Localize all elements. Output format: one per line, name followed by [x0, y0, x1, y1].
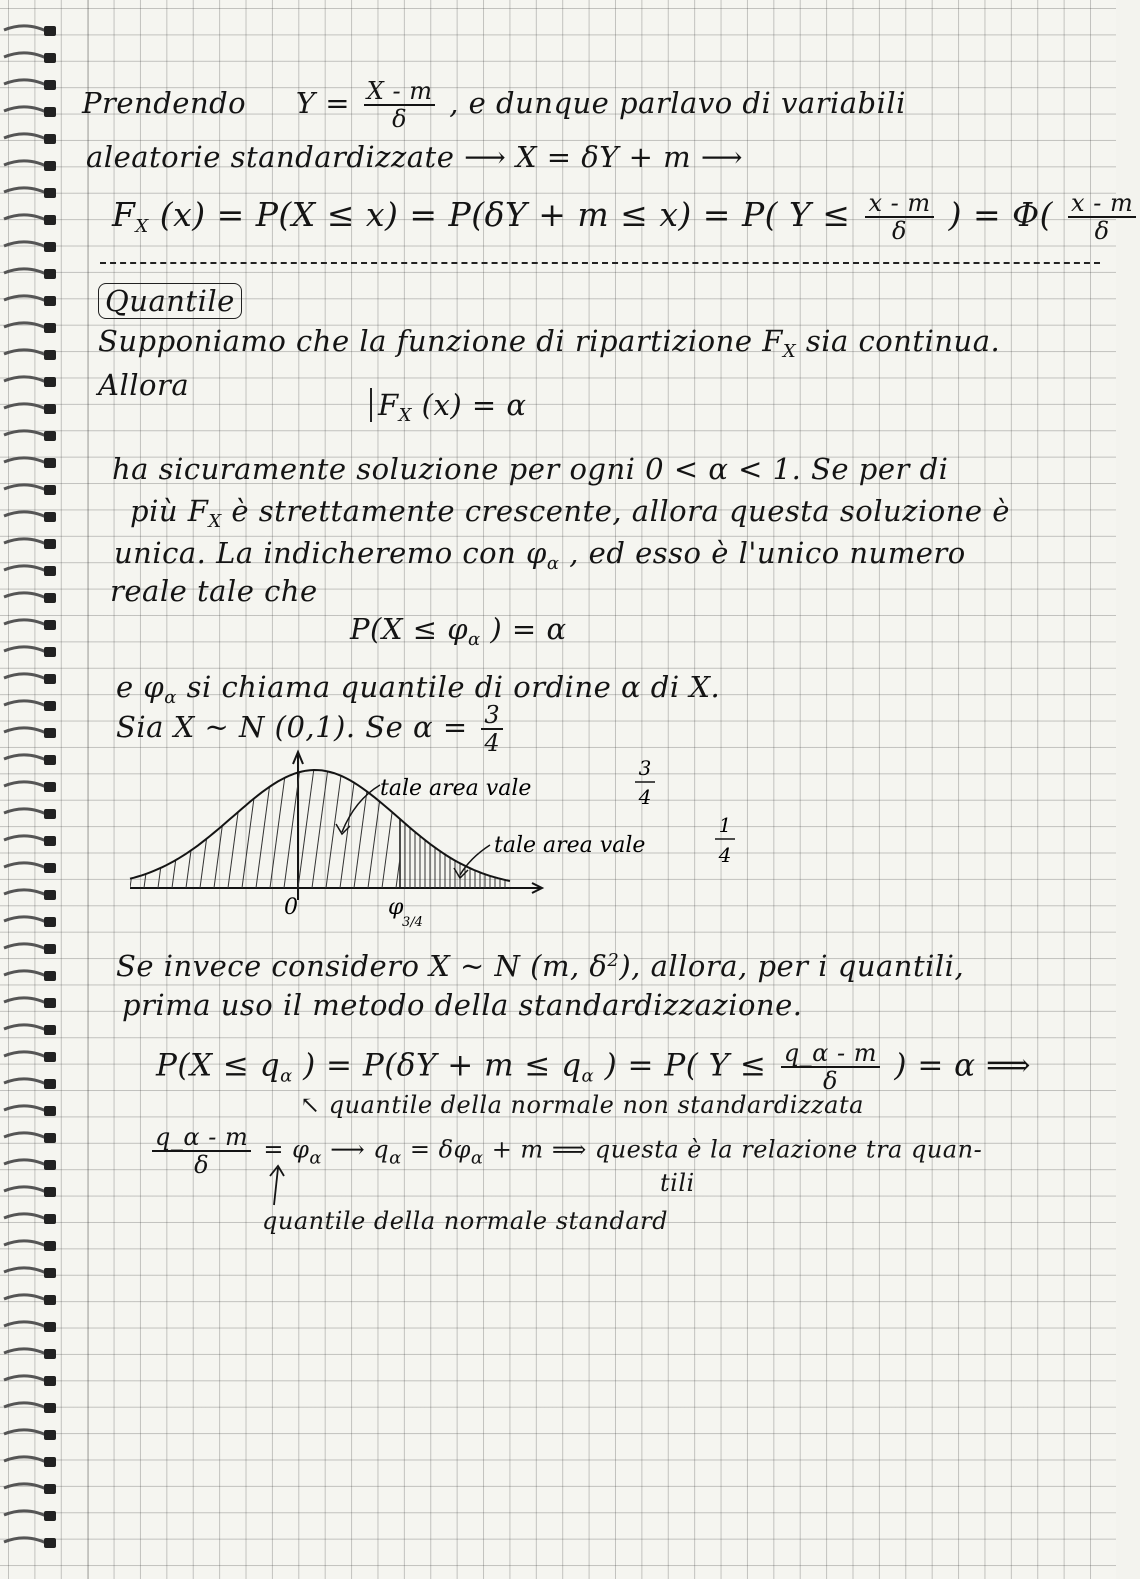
spiral-hole — [44, 1322, 56, 1332]
spiral-hole — [44, 512, 56, 522]
spiral-hole — [44, 1295, 56, 1305]
spiral-hole — [44, 485, 56, 495]
text: Sia X ~ N (0,1). Se α = — [116, 710, 468, 744]
spiral-hole — [44, 431, 56, 441]
label-area-right-num: 1 — [718, 813, 732, 837]
text: Supponiamo che la funzione di ripartizione F — [98, 324, 783, 358]
text-line-17 — [300, 1088, 864, 1122]
spiral-hole — [44, 1511, 56, 1521]
spiral-hole — [44, 377, 56, 387]
spiral-hole — [44, 1187, 56, 1197]
spiral-binding — [0, 0, 90, 1579]
spiral-hole — [44, 863, 56, 873]
spiral-hole — [44, 647, 56, 657]
spiral-hole — [44, 917, 56, 927]
superscript: 2 — [607, 950, 620, 971]
text-line-11 — [350, 612, 567, 657]
spiral-hole — [44, 1160, 56, 1170]
spiral-hole — [44, 1403, 56, 1413]
spiral-hole — [44, 890, 56, 900]
text: F — [112, 195, 136, 234]
quantile-label: φ — [388, 895, 404, 920]
fraction — [364, 78, 436, 132]
numerator: X - m — [364, 78, 436, 106]
text-line-6 — [370, 388, 526, 433]
hatch-line — [130, 768, 146, 888]
text-line-3 — [112, 190, 1140, 244]
spiral-hole — [44, 1376, 56, 1386]
text: ) = Φ( — [948, 195, 1054, 234]
spiral-hole — [44, 404, 56, 414]
numerator: x - m — [1068, 190, 1136, 218]
hatch-line — [228, 768, 244, 888]
text-line-19 — [660, 1166, 695, 1200]
text: ) = P( Y ≤ — [604, 1047, 767, 1084]
spiral-hole — [44, 701, 56, 711]
denominator: δ — [194, 1151, 210, 1179]
denominator: δ — [892, 217, 907, 245]
spiral-hole — [44, 1106, 56, 1116]
text: ) = α — [490, 612, 567, 646]
text: + m ⟹ questa è la relazione tra quan- — [491, 1135, 983, 1164]
text-line-16 — [156, 1040, 1031, 1094]
spiral-hole — [44, 944, 56, 954]
hatch-line — [214, 768, 230, 888]
fraction — [152, 1124, 251, 1178]
spiral-hole — [44, 1430, 56, 1440]
denominator: δ — [822, 1067, 838, 1095]
text: P(X ≤ φ — [350, 612, 469, 646]
label-area-left-num: 3 — [638, 756, 652, 780]
subscript: X — [782, 341, 797, 362]
spiral-hole — [44, 755, 56, 765]
text: ↖ quantile della normale non standardizzata — [300, 1091, 864, 1119]
spiral-hole — [44, 674, 56, 684]
hatch-line — [186, 768, 202, 888]
text: sia continua. — [805, 324, 1001, 358]
spiral-hole — [44, 539, 56, 549]
denominator: δ — [392, 105, 408, 133]
hatch-line — [158, 768, 174, 888]
label-area-right: tale area vale — [494, 833, 646, 858]
text-line-20 — [262, 1204, 668, 1238]
hatch-line — [200, 768, 216, 888]
numerator: x - m — [865, 190, 933, 218]
text: Prendendo — [82, 86, 247, 120]
spiral-hole — [44, 161, 56, 171]
spiral-hole — [44, 998, 56, 1008]
spiral-hole — [44, 323, 56, 333]
spiral-hole — [44, 1349, 56, 1359]
text: Allora — [98, 368, 190, 402]
margin-line — [88, 0, 89, 1579]
text-line-10 — [110, 574, 318, 608]
text: quantile della normale standard — [262, 1207, 668, 1235]
text: aleatorie standardizzate ⟶ X = δY + m ⟶ — [86, 140, 743, 174]
text: ) = P(δY + m ≤ q — [303, 1047, 582, 1084]
text: più F — [130, 494, 209, 528]
text: F — [370, 388, 399, 422]
arrow-up-icon — [260, 1160, 300, 1210]
spiral-hole — [44, 1538, 56, 1548]
spiral-hole — [44, 269, 56, 279]
spiral-hole — [44, 620, 56, 630]
spiral-hole — [44, 53, 56, 63]
text-line-5 — [98, 368, 189, 402]
spiral-hole — [44, 215, 56, 225]
hatch-line — [298, 768, 314, 888]
text: = φ — [263, 1135, 310, 1164]
numerator: 3 — [481, 702, 503, 730]
text: è strettamente crescente, allora questa soluzione è — [231, 494, 1010, 528]
text: Se invece considero X ~ N (m, δ — [116, 949, 608, 983]
hatch-line — [326, 768, 342, 888]
spiral-hole — [44, 1457, 56, 1467]
fraction — [1068, 190, 1136, 244]
subscript: α — [309, 1147, 323, 1169]
text-line-15 — [122, 988, 803, 1022]
spiral-hole — [44, 134, 56, 144]
subscript: α — [280, 1065, 293, 1087]
text: ⟶ q — [330, 1135, 390, 1164]
subscript: X — [208, 511, 222, 532]
text-line-4 — [98, 324, 1000, 369]
section-heading — [98, 284, 242, 318]
text: e φ — [116, 670, 165, 704]
spiral-hole — [44, 971, 56, 981]
spiral-hole — [44, 1133, 56, 1143]
dashed-separator — [100, 262, 1100, 264]
text: Y = — [295, 86, 351, 120]
spiral-hole — [44, 593, 56, 603]
denominator: δ — [1094, 217, 1110, 245]
hatch-line — [172, 768, 188, 888]
text: reale tale che — [110, 574, 318, 608]
subscript: α — [164, 687, 177, 708]
spiral-hole — [44, 1079, 56, 1089]
text: prima uso il metodo della standardizzazione. — [122, 988, 803, 1022]
fraction — [781, 1040, 880, 1094]
spiral-hole — [44, 728, 56, 738]
text-line-8 — [130, 494, 1010, 539]
subscript: X — [135, 216, 149, 237]
text-line-2 — [86, 140, 743, 174]
spiral-hole — [44, 26, 56, 36]
spiral-hole — [44, 1025, 56, 1035]
text-line-7 — [112, 452, 948, 486]
spiral-hole — [44, 1484, 56, 1494]
text: (x) = α — [421, 388, 527, 422]
spiral-hole — [44, 782, 56, 792]
spiral-hole — [44, 80, 56, 90]
denominator: 4 — [484, 729, 501, 757]
spiral-hole — [44, 809, 56, 819]
text: ) = α ⟹ — [894, 1047, 1031, 1084]
text: P(X ≤ q — [156, 1047, 281, 1084]
spiral-hole — [44, 188, 56, 198]
hatch-line — [242, 768, 258, 888]
heading-text: Quantile — [98, 283, 242, 319]
quantile-subscript: 3/4 — [402, 915, 423, 930]
text: , e dunque parlavo di variabili — [449, 86, 906, 120]
normal-distribution-sketch — [110, 740, 750, 940]
subscript: α — [389, 1147, 402, 1169]
text-line-14 — [116, 944, 964, 983]
origin-label: 0 — [284, 895, 298, 920]
subscript: α — [581, 1065, 595, 1087]
spiral-hole — [44, 566, 56, 576]
spiral-hole — [44, 242, 56, 252]
arrow-1 — [342, 785, 380, 832]
spiral-hole — [44, 1052, 56, 1062]
spiral-hole — [44, 458, 56, 468]
text-line-1 — [82, 78, 906, 132]
text: (x) = P(X ≤ x) = P(δY + m ≤ x) = P( Y ≤ — [159, 195, 851, 234]
spiral-hole — [44, 1268, 56, 1278]
numerator: q_α - m — [152, 1124, 251, 1152]
text: ), allora, per i quantili, — [619, 949, 965, 983]
spiral-hole — [44, 350, 56, 360]
spiral-hole — [44, 1214, 56, 1224]
spiral-hole — [44, 1241, 56, 1251]
label-area-left-den: 4 — [638, 785, 652, 809]
spiral-hole — [44, 836, 56, 846]
fraction — [865, 190, 933, 244]
subscript: α — [546, 553, 560, 574]
text: si chiama quantile di ordine α di X. — [186, 670, 721, 704]
hatch-line — [354, 768, 370, 888]
label-area-left: tale area vale — [380, 776, 532, 801]
label-area-right-den: 4 — [718, 843, 732, 867]
hatch-line — [312, 768, 328, 888]
numerator: q_α - m — [781, 1040, 880, 1068]
subscript: α — [468, 629, 481, 650]
text: , ed esso è l'unico numero — [569, 536, 966, 570]
text: ha sicuramente soluzione per ogni 0 < α < 1. Se per di — [112, 452, 949, 486]
subscript: X — [398, 405, 412, 426]
text: = δφ — [409, 1135, 471, 1164]
subscript: α — [470, 1147, 484, 1169]
spiral-hole — [44, 107, 56, 117]
text: unica. La indicheremo con φ — [114, 536, 547, 570]
spiral-hole — [44, 296, 56, 306]
text: tili — [660, 1169, 695, 1197]
